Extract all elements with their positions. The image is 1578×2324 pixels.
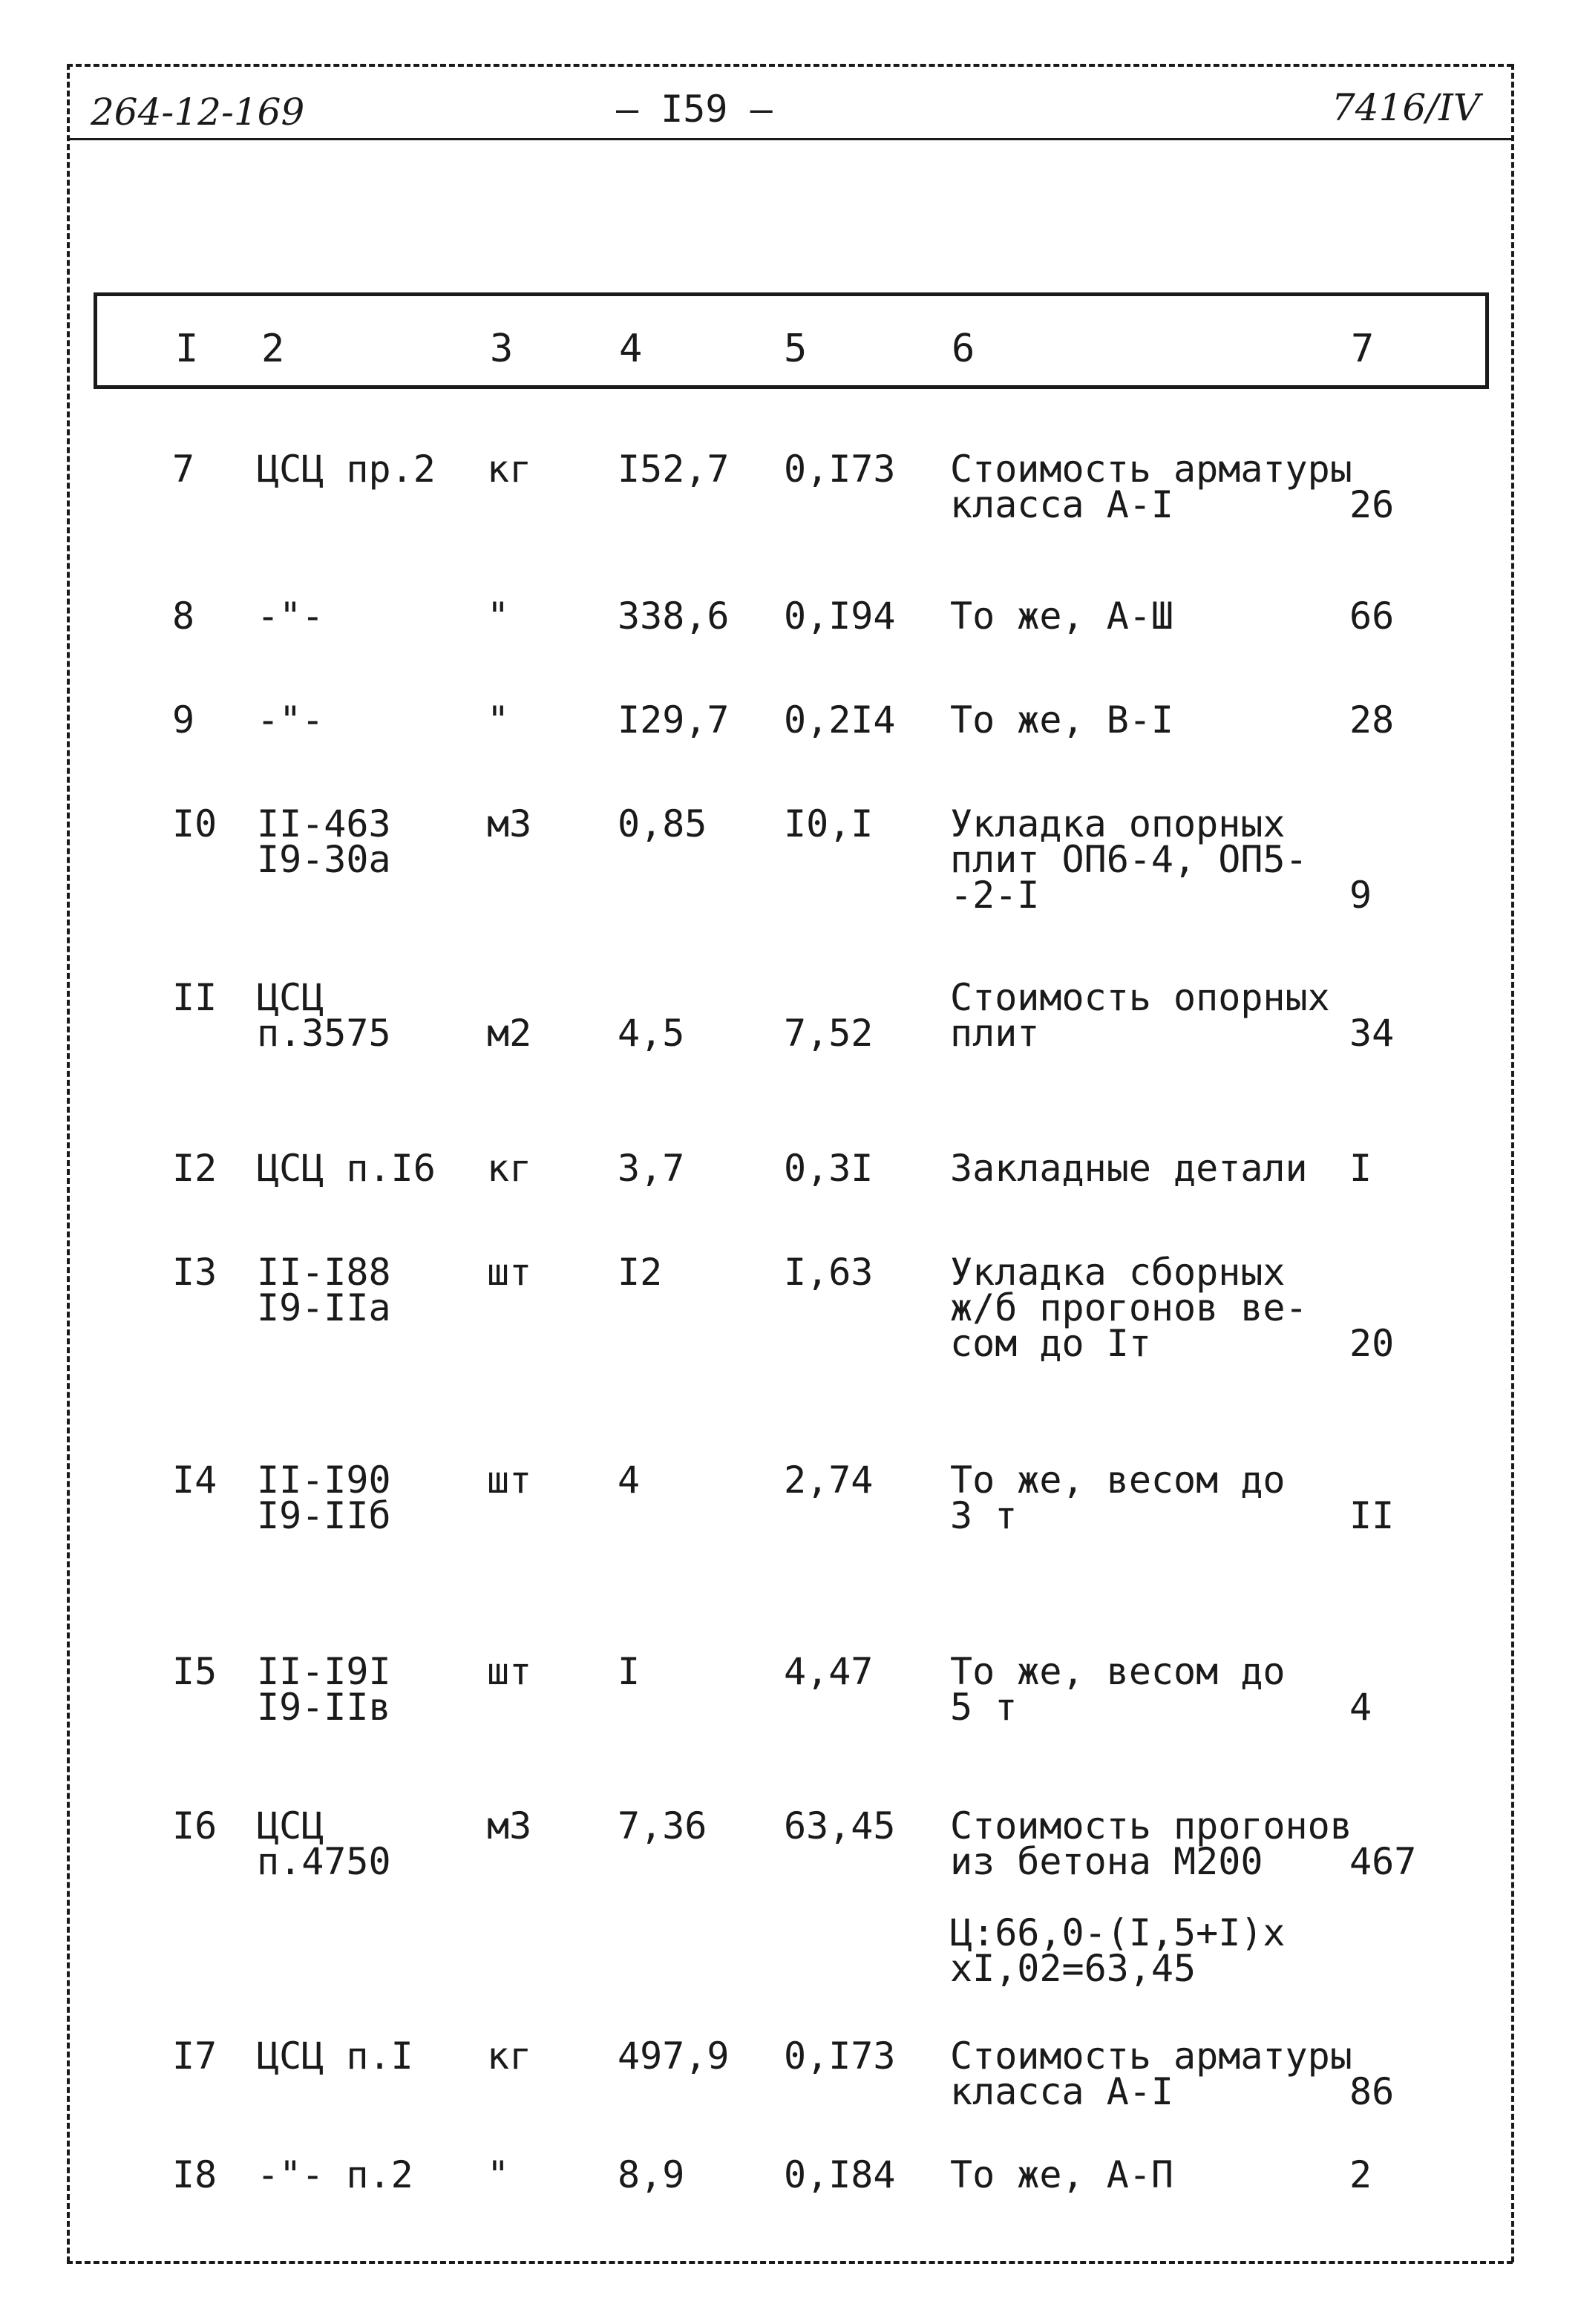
- row-description: То же, весом до 5 т: [950, 1650, 1286, 1729]
- row-price: 63,45: [784, 1804, 896, 1847]
- row-code: ЦСЦ пр.2: [257, 448, 436, 491]
- row-description: Стоимость арматуры класса А-I: [950, 2035, 1352, 2113]
- row-number: I2: [172, 1147, 217, 1190]
- row-total: 26: [1349, 483, 1395, 526]
- row-description: Закладные детали: [950, 1147, 1308, 1190]
- row-code: -"-: [257, 595, 324, 638]
- document-code: 264-12-169: [91, 91, 305, 134]
- inventory-code: 7416/IV: [1332, 86, 1480, 129]
- row-price: I,63: [784, 1251, 874, 1294]
- row-unit: шт: [487, 1650, 532, 1693]
- row-code: ЦСЦ п.I6: [257, 1147, 436, 1190]
- row-code: II-463 I9-30а: [257, 802, 391, 881]
- page-number: – I59 –: [616, 88, 773, 131]
- row-number: 8: [172, 595, 195, 638]
- frame-top: [67, 64, 1513, 67]
- row-description: То же, весом до 3 т: [950, 1459, 1286, 1537]
- row-code: II-I90 I9-IIб: [257, 1459, 391, 1537]
- column-header-6: 6: [952, 327, 975, 371]
- row-code: -"-: [257, 698, 324, 742]
- column-header-7: 7: [1351, 327, 1375, 371]
- frame-left: [67, 64, 70, 2262]
- row-description: Укладка опорных плит ОП6-4, ОП5- -2-I: [950, 802, 1308, 917]
- row-total: 20: [1349, 1322, 1395, 1365]
- row-code: II-I88 I9-IIа: [257, 1251, 391, 1329]
- row-unit: шт: [487, 1459, 532, 1502]
- row-quantity: 8,9: [618, 2153, 685, 2196]
- row-total: 4: [1349, 1686, 1372, 1729]
- row-total: 34: [1349, 1012, 1395, 1055]
- row-unit: м3: [487, 1804, 532, 1847]
- row-description: То же, А-Ш: [950, 595, 1174, 638]
- row-price: 7,52: [784, 1012, 874, 1055]
- column-header-1: I: [175, 327, 199, 371]
- row-quantity: 0,85: [618, 802, 707, 845]
- row-description: Укладка сборных ж/б прогонов ве- сом до Iт: [950, 1251, 1308, 1365]
- column-header-4: 4: [619, 327, 643, 371]
- row-description: То же, В-I: [950, 698, 1174, 742]
- row-quantity: 3,7: [618, 1147, 685, 1190]
- row-unit: м2: [487, 1012, 532, 1055]
- frame-right: [1511, 64, 1514, 2262]
- row-code: II-I9I I9-IIв: [257, 1650, 391, 1729]
- row-code: ЦСЦ п.4750: [257, 1804, 391, 1883]
- row-description: Стоимость арматуры класса А-I: [950, 448, 1352, 526]
- row-price: 2,74: [784, 1459, 874, 1502]
- row-price: I0,I: [784, 802, 874, 845]
- row-price: 0,2I4: [784, 698, 896, 742]
- row-number: I6: [172, 1804, 217, 1847]
- row-calculation-note: Ц:66,0-(I,5+I)х хI,02=63,45: [950, 1911, 1286, 1990]
- row-code: ЦСЦ п.I: [257, 2035, 413, 2078]
- row-unit: кг: [487, 1147, 532, 1190]
- row-total: 28: [1349, 698, 1395, 742]
- row-price: 0,I73: [784, 2035, 896, 2078]
- row-price: 0,I84: [784, 2153, 896, 2196]
- row-unit: кг: [487, 2035, 532, 2078]
- row-price: 4,47: [784, 1650, 874, 1693]
- row-price: 0,I94: [784, 595, 896, 638]
- row-total: 467: [1349, 1840, 1417, 1883]
- row-number: I8: [172, 2153, 217, 2196]
- row-total: II: [1349, 1494, 1395, 1537]
- row-number: II: [172, 976, 217, 1019]
- row-number: 7: [172, 448, 195, 491]
- row-quantity: I52,7: [618, 448, 730, 491]
- row-quantity: I29,7: [618, 698, 730, 742]
- row-price: 0,I73: [784, 448, 896, 491]
- row-quantity: I: [618, 1650, 641, 1693]
- row-unit: шт: [487, 1251, 532, 1294]
- row-number: 9: [172, 698, 195, 742]
- row-number: I4: [172, 1459, 217, 1502]
- row-quantity: 7,36: [618, 1804, 707, 1847]
- row-number: I7: [172, 2035, 217, 2078]
- row-unit: ": [487, 698, 510, 742]
- frame-bottom: [67, 2261, 1513, 2264]
- row-number: I3: [172, 1251, 217, 1294]
- row-quantity: 4,5: [618, 1012, 685, 1055]
- row-total: 2: [1349, 2153, 1372, 2196]
- row-quantity: 497,9: [618, 2035, 730, 2078]
- row-number: I0: [172, 802, 217, 845]
- row-quantity: I2: [618, 1251, 663, 1294]
- row-description: Стоимость опорных плит: [950, 976, 1330, 1055]
- column-header-2: 2: [261, 327, 285, 371]
- row-quantity: 338,6: [618, 595, 730, 638]
- column-header-3: 3: [490, 327, 514, 371]
- row-code: ЦСЦ п.3575: [257, 976, 391, 1055]
- row-unit: ": [487, 2153, 510, 2196]
- row-quantity: 4: [618, 1459, 641, 1502]
- row-number: I5: [172, 1650, 217, 1693]
- column-header-5: 5: [784, 327, 808, 371]
- frame-header-rule: [67, 138, 1513, 140]
- row-total: 66: [1349, 595, 1395, 638]
- row-unit: кг: [487, 448, 532, 491]
- row-unit: ": [487, 595, 510, 638]
- row-unit: м3: [487, 802, 532, 845]
- row-description: Стоимость прогонов из бетона М200: [950, 1804, 1352, 1883]
- row-code: -"- п.2: [257, 2153, 413, 2196]
- row-price: 0,3I: [784, 1147, 874, 1190]
- row-total: 9: [1349, 874, 1372, 917]
- row-total: I: [1349, 1147, 1372, 1190]
- row-description: То же, А-П: [950, 2153, 1174, 2196]
- row-total: 86: [1349, 2070, 1395, 2113]
